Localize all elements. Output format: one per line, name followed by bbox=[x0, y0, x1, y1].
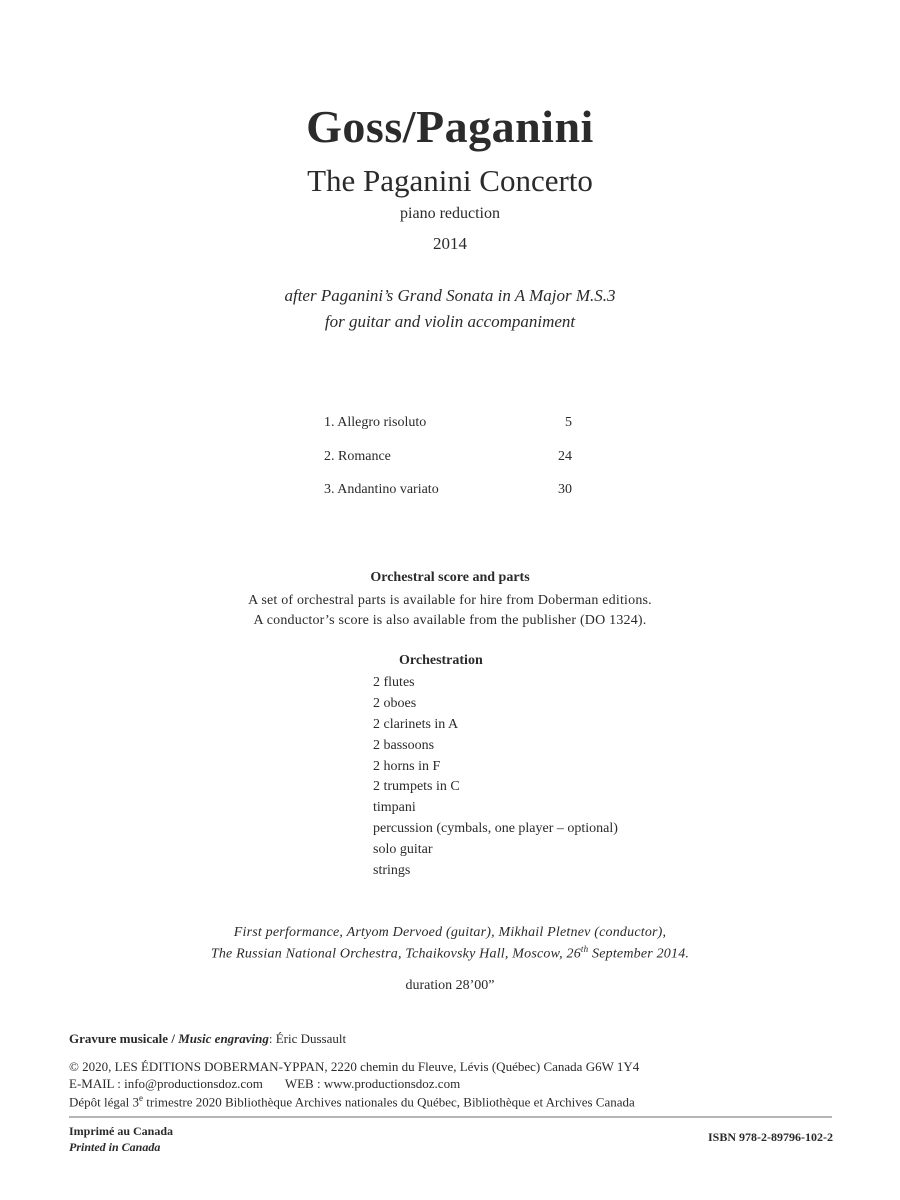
orchestration-heading: Orchestration bbox=[399, 653, 483, 668]
engraver-name: : Éric Dussault bbox=[268, 1031, 347, 1046]
printed-in-canada-fr: Imprimé au Canada bbox=[69, 1124, 174, 1138]
toc-entry-title: 2. Romance bbox=[324, 449, 391, 464]
toc-entry-page: 24 bbox=[558, 449, 572, 464]
year: 2014 bbox=[433, 234, 467, 253]
first-performance-line2 bbox=[0, 944, 900, 963]
toc-entry-title: 1. Allegro risoluto bbox=[324, 415, 427, 430]
isbn: ISBN 978-2-89796-102-2 bbox=[708, 1130, 833, 1144]
instrument-item: 2 bassoons bbox=[373, 738, 435, 753]
web-address: WEB : www.productionsdoz.com bbox=[284, 1076, 461, 1091]
first-performance-venue: The Russian National Orchestra, Tchaikovsky Hall, Moscow, 26 bbox=[210, 946, 581, 962]
instrument-item: 2 horns in F bbox=[373, 759, 441, 774]
printed-in-canada-en: Printed in Canada bbox=[69, 1140, 161, 1154]
work-title: The Paganini Concerto bbox=[307, 163, 593, 198]
engraving-label-fr: Gravure musicale bbox=[69, 1031, 169, 1046]
footer-divider bbox=[69, 1116, 832, 1118]
legal-deposit-prefix: Dépôt légal 3 bbox=[69, 1094, 140, 1110]
instrument-item: percussion (cymbals, one player – optional) bbox=[373, 821, 618, 836]
legal-deposit-text: trimestre 2020 Bibliothèque Archives nationales du Québec, Bibliothèque et Archives Canada bbox=[143, 1094, 635, 1110]
instrument-item: timpani bbox=[373, 800, 416, 815]
instrument-item: 2 flutes bbox=[373, 675, 415, 690]
source-note-line1: after Paganini’s Grand Sonata in A Major M.S.3 bbox=[284, 286, 616, 305]
email-address: E-MAIL : info@productionsdoz.com bbox=[69, 1076, 263, 1091]
source-note-line2: for guitar and violin accompaniment bbox=[324, 312, 576, 331]
toc-entry-title: 3. Andantino variato bbox=[324, 482, 439, 497]
engraving-credit bbox=[69, 1031, 346, 1047]
engraving-separator: / bbox=[168, 1031, 179, 1046]
instrument-item: 2 clarinets in A bbox=[373, 717, 459, 732]
first-performance-line1: First performance, Artyom Dervoed (guitar), Mikhail Pletnev (conductor), bbox=[233, 925, 667, 940]
engraving-label-en: Music engraving bbox=[178, 1031, 269, 1046]
instrument-item: strings bbox=[373, 863, 411, 878]
subtitle: piano reduction bbox=[400, 205, 500, 222]
conductor-score-note: A conductor’s score is also available from the publisher (DO 1324). bbox=[253, 613, 647, 628]
instrument-item: solo guitar bbox=[373, 842, 433, 857]
copyright-line: © 2020, LES ÉDITIONS DOBERMAN-YPPAN, 2220 chemin du Fleuve, Lévis (Québec) Canada G6W 1Y4 bbox=[69, 1059, 640, 1074]
instrument-item: 2 trumpets in C bbox=[373, 779, 460, 794]
composer-title: Goss/Paganini bbox=[306, 101, 594, 152]
duration: duration 28’00” bbox=[405, 978, 495, 993]
contact-line bbox=[69, 1076, 460, 1092]
orchestral-score-heading: Orchestral score and parts bbox=[370, 570, 530, 585]
orchestral-parts-note: A set of orchestral parts is available for hire from Doberman editions. bbox=[248, 593, 652, 608]
toc-entry-page: 30 bbox=[558, 482, 572, 497]
toc-entry-page: 5 bbox=[565, 415, 572, 430]
instrument-item: 2 oboes bbox=[373, 696, 417, 711]
date-ordinal-suffix: th bbox=[580, 944, 589, 954]
first-performance-date: September 2014. bbox=[588, 946, 690, 962]
quarter-ordinal-suffix: e bbox=[139, 1093, 144, 1103]
legal-deposit-line bbox=[69, 1093, 635, 1110]
